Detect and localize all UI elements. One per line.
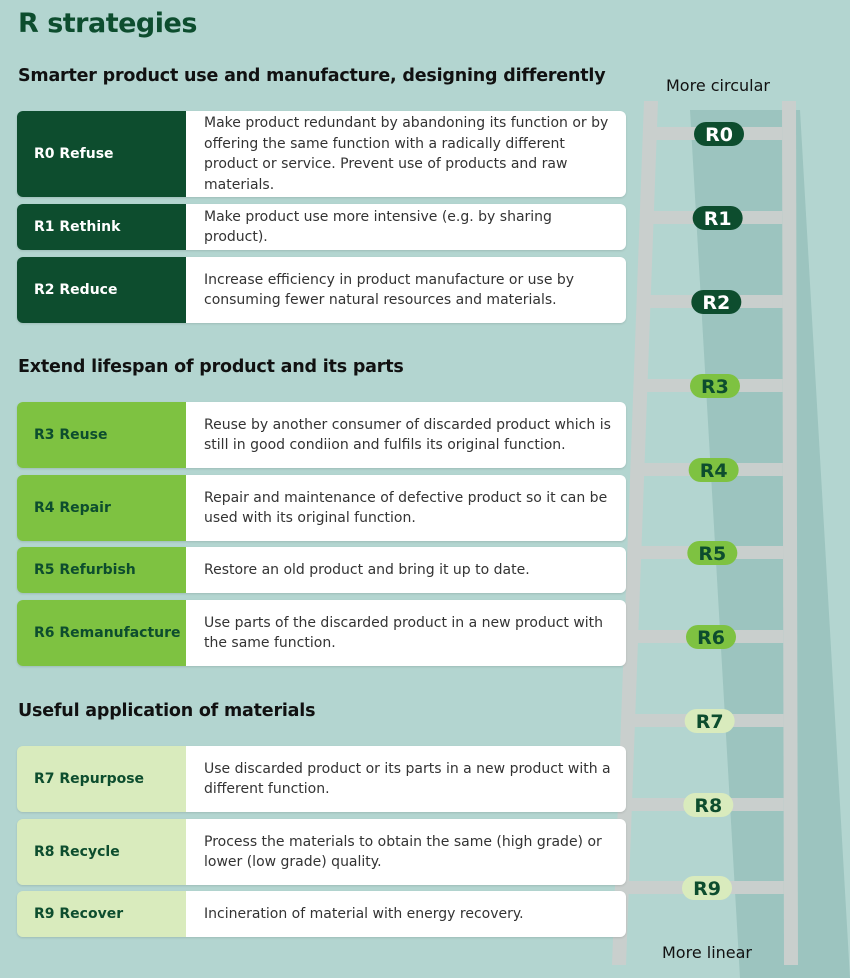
page-title: R strategies [18,8,197,39]
strategy-row-r5 [17,547,626,593]
ladder-step-label: R0 [705,124,733,146]
strategy-label: R5 Refurbish [17,547,186,593]
strategy-description: Repair and maintenance of defective product so it can be used with its original function. [186,475,626,541]
strategy-label: R1 Rethink [17,204,186,250]
strategy-row-r8 [17,819,626,885]
ladder-step-label: R3 [701,376,729,398]
ladder-step-label: R7 [695,711,724,733]
strategy-row-r1 [17,204,626,250]
strategy-row-r3 [17,402,626,468]
strategy-row-r0 [17,111,626,197]
ladder-step-label: R1 [703,208,732,230]
ladder-right-rail [782,101,798,965]
strategy-row-r2 [17,257,626,323]
strategy-description: Use discarded product or its parts in a new product with a different function. [186,746,626,812]
strategy-label: R0 Refuse [17,111,186,197]
strategy-label: R6 Remanufacture [17,600,186,666]
strategy-label: R7 Repurpose [17,746,186,812]
ladder-top-label: More circular [666,76,770,95]
section-heading-materials: Useful application of materials [18,701,316,721]
section-heading-smarter-use: Smarter product use and manufacture, designing differently [18,66,606,86]
ladder-step-label: R9 [693,878,721,900]
ladder-bottom-label: More linear [662,943,753,962]
ladder-step-label: R2 [702,292,731,314]
strategy-description: Incineration of material with energy recovery. [186,891,626,937]
strategy-row-r9 [17,891,626,937]
strategy-description: Use parts of the discarded product in a new product with the same function. [186,600,626,666]
strategy-description: Reuse by another consumer of discarded product which is still in good condiion and fulfils its original function. [186,402,626,468]
strategy-description: Restore an old product and bring it up to date. [186,547,626,593]
strategy-row-r4 [17,475,626,541]
ladder-step-label: R5 [698,543,727,565]
ladder-step-label: R6 [697,627,725,649]
strategy-label: R3 Reuse [17,402,186,468]
strategy-description: Increase efficiency in product manufacture or use by consuming fewer natural resources and materials. [186,257,626,323]
ladder-step-label: R4 [699,460,728,482]
strategy-row-r6 [17,600,626,666]
strategy-label: R8 Recycle [17,819,186,885]
strategy-label: R9 Recover [17,891,186,937]
section-heading-extend-lifespan: Extend lifespan of product and its parts [18,357,404,377]
strategy-description: Process the materials to obtain the same (high grade) or lower (low grade) quality. [186,819,626,885]
strategy-row-r7 [17,746,626,812]
strategy-description: Make product redundant by abandoning its function or by offering the same function with a radically different product or service. Prevent use of products and raw materials. [186,111,626,197]
ladder-step-label: R8 [694,795,723,817]
strategy-description: Make product use more intensive (e.g. by sharing product). [186,204,626,250]
strategy-label: R2 Reduce [17,257,186,323]
strategy-label: R4 Repair [17,475,186,541]
